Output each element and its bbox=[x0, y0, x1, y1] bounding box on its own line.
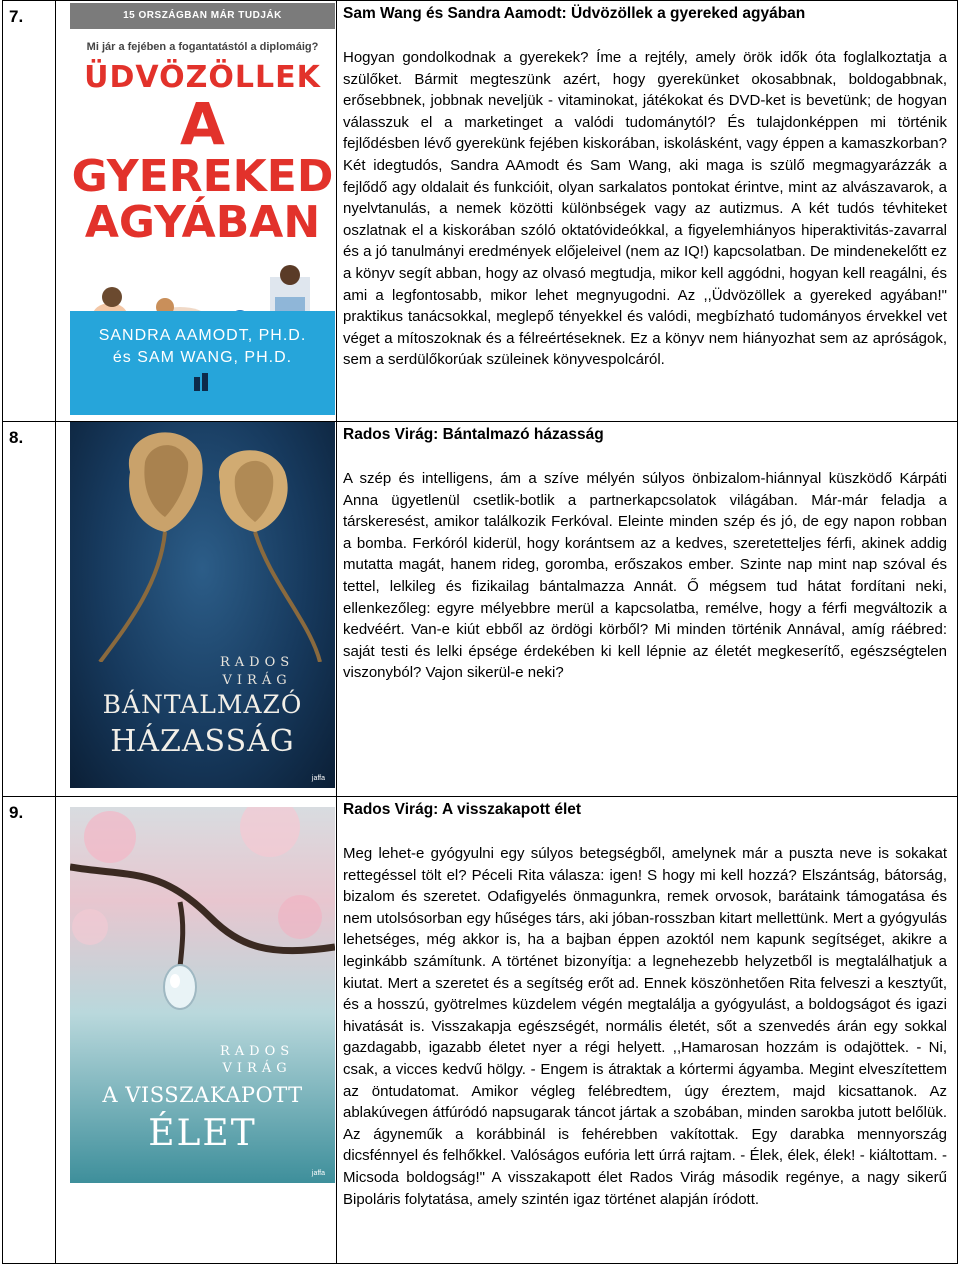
book-row bbox=[3, 797, 958, 1264]
book-info-cell bbox=[337, 422, 958, 797]
book-cover-cell bbox=[56, 1, 337, 422]
cover-title-line: HÁZASSÁG bbox=[110, 724, 295, 759]
cover-author-band bbox=[70, 311, 335, 415]
cover-subtitle: Mi jár a fejében a fogantatástól a diplomáig? bbox=[86, 41, 319, 53]
book-number: 7. bbox=[3, 1, 56, 422]
book-title: Rados Virág: A visszakapott élet bbox=[343, 801, 582, 818]
book-title: Rados Virág: Bántalmazó házasság bbox=[343, 426, 604, 443]
book-number: 8. bbox=[3, 422, 56, 797]
cover-title-line: ÉLET bbox=[148, 1113, 257, 1154]
book-cover-image bbox=[70, 422, 335, 788]
book-cover-image bbox=[70, 807, 335, 1183]
cover-title-line: A VISSZAKAPOTT bbox=[102, 1083, 303, 1107]
dried-roses-illustration bbox=[70, 422, 335, 662]
book-description: A szép és intelligens, ám a szíve mélyén súlyos önbizalom-hiánnyal küszködő Kárpáti Anna ügyetlenül csetlik-botlik a partnerkapcsolatok világában. Már-már feladja a társkeresést, amikor találkozik Ferkóval. Eleinte minden szép és jó, de egy napon robban a bomba. Ferkóról kiderül, hogy korántsem az a kedves, szeretetteljes férfi, akinek addig mutatta magát, hanem rideg, goromba, erőszakos ember. Szinte nap mint nap szóval és tettel, lelkileg és fizikailag bántalmazza Annát. Ő mégsem tud hátat fordítani neki, ellenkezőleg: egyre mélyebbre merül a kapcsolatba, remélve, hogy a férfi megváltozik a kedvéért. Van-e kiút ebből az ördögi körből? Mi minden történik Annával, amíg ráébred: saját testi és lelki épsége érdekében ki kell lépnie az életét megkeserítő, egészségtelen viszonyból? Vajon sikerül-e neki? bbox=[343, 470, 947, 682]
cover-author-first: RADOS bbox=[220, 1044, 295, 1059]
cover-banner: 15 ORSZÁGBAN MÁR TUDJÁK bbox=[70, 3, 335, 29]
book-description: Hogyan gondolkodnak a gyerekek? Íme a rejtély, amely örök idők óta foglalkoztatja a szülőket. Bármit megteszünk azért, hogy gyerekünket okosabbnak, boldogabbnak, erősebbnek, jobbnak neveljük - vitaminokat, játékokat és DVD-ket is bevetünk; de hogyan válasszuk el a marketinget a valódi tudománytól? És tulajdonképpen mi történik fejlődésben lévő gyerekünk fejében kiskorában, iskolásként, vagy éppen a kamaszkorban? Két idegtudós, Sandra AAmodt és Sam Wang, aki maga is szülő megmagyarázzák a fejlődő agy oldalait és funkcióit, olyan sarkalatos pontokat érintve, mint az alvászavarok, a nyelvtanulás, a nemek közötti különbségek vagy az autizmus. A két tudós tévhiteket oszlatnak el a kiskorában szóló oktatóvideókkal, a figyelemhiányos hiperaktivitás-zavarral és a jó tanulmányi eredmények előjeleivel (nem az IQ!) kapcsolatban. De mindenekelőtt ez a könyv segít abban, hogy az olvasó megtudja, mikor kell aggódni, hogyan kell reagálni, és ami a legfontosabb, mikor lehet megnyugodni. Az ,,Üdvözöllek a gyereked agyában!" praktikus tanácsokkal, meglepő tényekkel és valódi, megbízható tudományos érvekkel vet véget a mítoszoknak és a félreértéseknek. Ez a könyv nem hiányozhat sem az apróságok, sem a serdülőkorúak szüleinek könyvespolcáról. bbox=[343, 49, 947, 369]
cover-author bbox=[220, 654, 294, 690]
book-cover-cell bbox=[56, 797, 337, 1264]
book-info-cell bbox=[337, 797, 958, 1264]
book-info-cell bbox=[337, 1, 958, 422]
cover-title-line: BÁNTALMAZÓ bbox=[102, 690, 303, 719]
cover-title-line: A bbox=[180, 90, 225, 158]
cover-author bbox=[220, 1043, 294, 1077]
publisher-logo-icon bbox=[192, 371, 214, 393]
branch-drop-illustration bbox=[70, 807, 335, 1047]
book-cover-cell bbox=[56, 422, 337, 797]
book-description: Meg lehet-e gyógyulni egy súlyos betegségből, amelynek már a puszta neve is sokakat rettegéssel tölt el? Péceli Rita válasza: igen! S hogy mi kell hozzá? Elszántság, bátorság, bizalom és szeretet. Odafigyelés önmagunkra, remek orvosok, barátaink támogatása és nem utolsósorban egy hűséges társ, aki jóban-rosszban kitart mellettünk. Mert a gyógyulás lehetséges, még akkor is, ha a bajban éppen azoktól nem kapunk segítséget, akikre a leginkább számítunk. A történet bizonyítja: a legnehezebb helyzetből is megtalálhatjuk a kiutat. Mert a szeretet és a segítség erőt ad. Ennek köszönhetően Rita felveszi a kesztyűt, és a hosszú, gyötrelmes küzdelem végén megtalálja a gyógyulást, a boldogságot és igazi hivatását is. Visszakapja egészségét, normális életét, sőt a szenvedés árán egy sokkal gazdagabb, igazabb életet nyer a régi helyett. ,,Hamarosan hozzám is odajöttek. - Ni, csak, a vicces kedvű hölgy. - Engem is átraktak a kórtermi ágyamba. Megint elveszítettem az öntudatomat. Amikor végleg felébredtem, úgy éreztem, majd kicsattanok. Az ablakúvegen átfúródó napsugarak táncot jártak a szobában, minden sarokba jutott belőlük. Az ágyneműk a korábbinál is fehérebben vakítottak. Egy darabka mennyország dicsfénnyel és felhőkkel. Valóságos eufória lett úrrá rajtam. - Élek, élek, élek! - kiáltottam. - Micsoda boldogság!" A visszakapott élet Rados Virág második regénye, a nagy sikerű Bipoláris folytatása, amely szintén igaz történet alapján íródott. bbox=[343, 845, 947, 1208]
cover-author: SANDRA AAMODT, PH.D. bbox=[98, 327, 307, 344]
cover-author-first: RADOS bbox=[220, 655, 295, 670]
cover-title-line: GYEREKED bbox=[71, 151, 334, 202]
cover-title-line: AGYÁBAN bbox=[84, 197, 321, 248]
book-row bbox=[3, 422, 958, 797]
book-title: Sam Wang és Sandra Aamodt: Üdvözöllek a gyereked agyában bbox=[343, 5, 806, 22]
cover-author: és SAM WANG, PH.D. bbox=[112, 349, 293, 366]
cover-author-last: VIRÁG bbox=[222, 673, 292, 688]
book-row bbox=[3, 1, 958, 422]
cover-publisher: jaffa bbox=[311, 1170, 325, 1177]
cover-author-last: VIRÁG bbox=[222, 1061, 292, 1076]
book-cover-image bbox=[70, 3, 335, 415]
book-list-table bbox=[2, 0, 958, 1264]
cover-title-line: ÜDVÖZÖLLEK bbox=[84, 60, 321, 95]
cover-publisher: jaffa bbox=[311, 775, 325, 782]
book-number: 9. bbox=[3, 797, 56, 1264]
